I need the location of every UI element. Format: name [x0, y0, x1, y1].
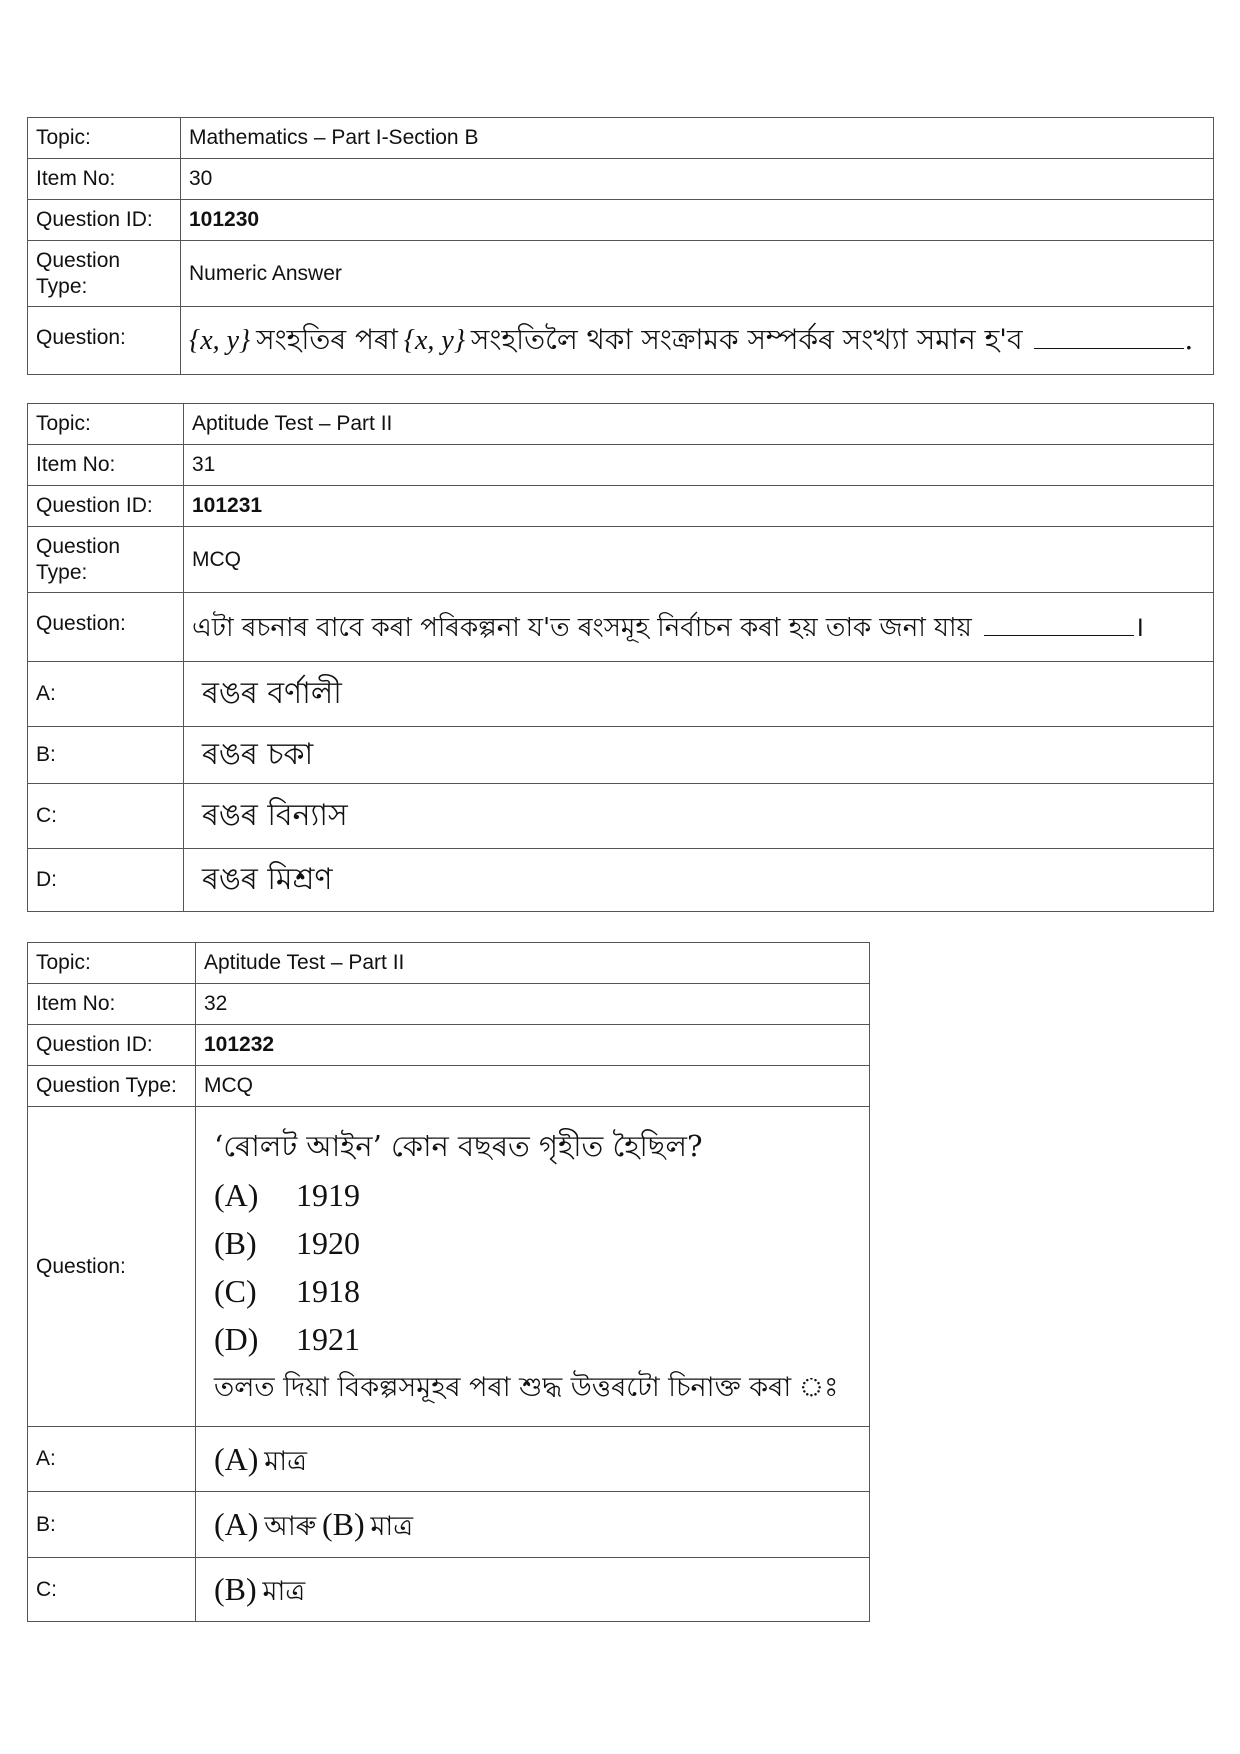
- question-table-32: [27, 942, 870, 1622]
- question-type-label: [28, 241, 181, 307]
- question-type-value: MCQ: [196, 1066, 870, 1107]
- question-type-label-text: Question Type:: [36, 249, 121, 298]
- question-id-label: Question ID:: [28, 486, 184, 527]
- question-fragment: সংহতিলৈ থকা সংক্ৰামক সম্পৰ্কৰ সংখ্যা সমান হ'ব: [470, 323, 1023, 357]
- choice-row: [204, 1171, 861, 1219]
- option-a-label: A:: [28, 1427, 196, 1492]
- question-id-label: Question ID:: [28, 200, 181, 241]
- choice-value: 1919: [296, 1176, 360, 1213]
- topic-label: Topic:: [28, 943, 196, 984]
- question-type-label: Question Type:: [28, 527, 184, 593]
- option-c-text: ৰঙৰ বিন্যাস: [202, 798, 348, 833]
- question-type-value: MCQ: [184, 527, 1214, 593]
- option-b: [184, 727, 1214, 784]
- choice-row: [204, 1219, 861, 1267]
- question-id-value: 101232: [196, 1025, 870, 1066]
- question-text: [184, 593, 1214, 662]
- option-b-label: B:: [28, 1492, 196, 1558]
- topic-label: Topic:: [28, 118, 181, 159]
- option-c: [184, 784, 1214, 849]
- item-no-label: Item No:: [28, 159, 181, 200]
- question-tail: তলত দিয়া বিকল্পসমূহৰ পৰা শুদ্ধ উত্তৰটো চিনাক্ত কৰা ঃ: [214, 1371, 839, 1403]
- item-no-label: Item No:: [28, 445, 184, 486]
- choice-value: 1918: [296, 1272, 360, 1309]
- answer-blank: [1034, 328, 1184, 349]
- question-fragment: সংহতিৰ পৰা: [256, 323, 398, 357]
- question-label: Question:: [28, 593, 184, 662]
- item-no-value: 32: [196, 984, 870, 1025]
- topic-label: Topic:: [28, 404, 184, 445]
- set-notation: {x, y}: [189, 325, 251, 357]
- topic-value: Mathematics – Part I-Section B: [181, 118, 1214, 159]
- item-no-value: 30: [181, 159, 1214, 200]
- question-head: ‘ৰোলট আইন’ কোন বছৰত গৃহীত হৈছিল?: [214, 1128, 703, 1163]
- question-text: [181, 307, 1214, 375]
- option-word: মাত্ৰ: [264, 1445, 307, 1477]
- option-b: [196, 1492, 870, 1558]
- choice-key: (B): [214, 1224, 257, 1261]
- option-d-text: ৰঙৰ মিশ্ৰণ: [202, 862, 333, 897]
- option-key: (A): [214, 1440, 259, 1477]
- question-end: ।: [1133, 609, 1145, 643]
- item-no-value: 31: [184, 445, 1214, 486]
- question-type-value: Numeric Answer: [181, 241, 1214, 307]
- option-c-label: C:: [28, 784, 184, 849]
- answer-blank: [984, 615, 1134, 636]
- option-c: [196, 1558, 870, 1622]
- question-label: Question:: [28, 1107, 196, 1427]
- option-key: (B): [214, 1571, 257, 1608]
- question-id-value: 101230: [181, 200, 1214, 241]
- question-type-label: Question Type:: [28, 1066, 196, 1107]
- topic-value: Aptitude Test – Part II: [184, 404, 1214, 445]
- question-fragment: এটা ৰচনাৰ বাবে কৰা পৰিকল্পনা য'ত ৰংসমূহ নিৰ্বাচন কৰা হয় তাক জনা যায়: [192, 612, 972, 643]
- choice-row: [204, 1315, 861, 1363]
- choice-key: (C): [214, 1272, 257, 1309]
- item-no-label: Item No:: [28, 984, 196, 1025]
- question-id-value: 101231: [184, 486, 1214, 527]
- option-a: [196, 1427, 870, 1492]
- question-table-31: [27, 403, 1214, 912]
- topic-value: Aptitude Test – Part II: [196, 943, 870, 984]
- option-word: মাত্ৰ: [262, 1576, 306, 1608]
- choice-value: 1921: [296, 1320, 360, 1357]
- option-a: [184, 662, 1214, 727]
- option-a-text: ৰঙৰ বৰ্ণালী: [202, 676, 342, 711]
- question-end: .: [1184, 323, 1194, 357]
- option-b-label: B:: [28, 727, 184, 784]
- option-key: (B): [321, 1506, 365, 1543]
- option-c-label: C:: [28, 1558, 196, 1622]
- choice-row: [204, 1267, 861, 1315]
- option-word: আৰু: [264, 1511, 317, 1543]
- choice-key: (D): [214, 1320, 259, 1357]
- choice-value: 1920: [296, 1224, 360, 1261]
- option-d: [184, 849, 1214, 912]
- option-b-text: ৰঙৰ চকা: [202, 737, 314, 772]
- set-notation: {x, y}: [403, 325, 466, 357]
- option-word: মাত্ৰ: [370, 1511, 414, 1543]
- choice-key: (A): [214, 1176, 259, 1213]
- question-label: Question:: [28, 307, 181, 375]
- question-id-label: Question ID:: [28, 1025, 196, 1066]
- question-table-30: [27, 117, 1214, 375]
- option-key: (A): [214, 1506, 259, 1543]
- option-d-label: D:: [28, 849, 184, 912]
- question-body: [196, 1107, 870, 1427]
- option-a-label: A:: [28, 662, 184, 727]
